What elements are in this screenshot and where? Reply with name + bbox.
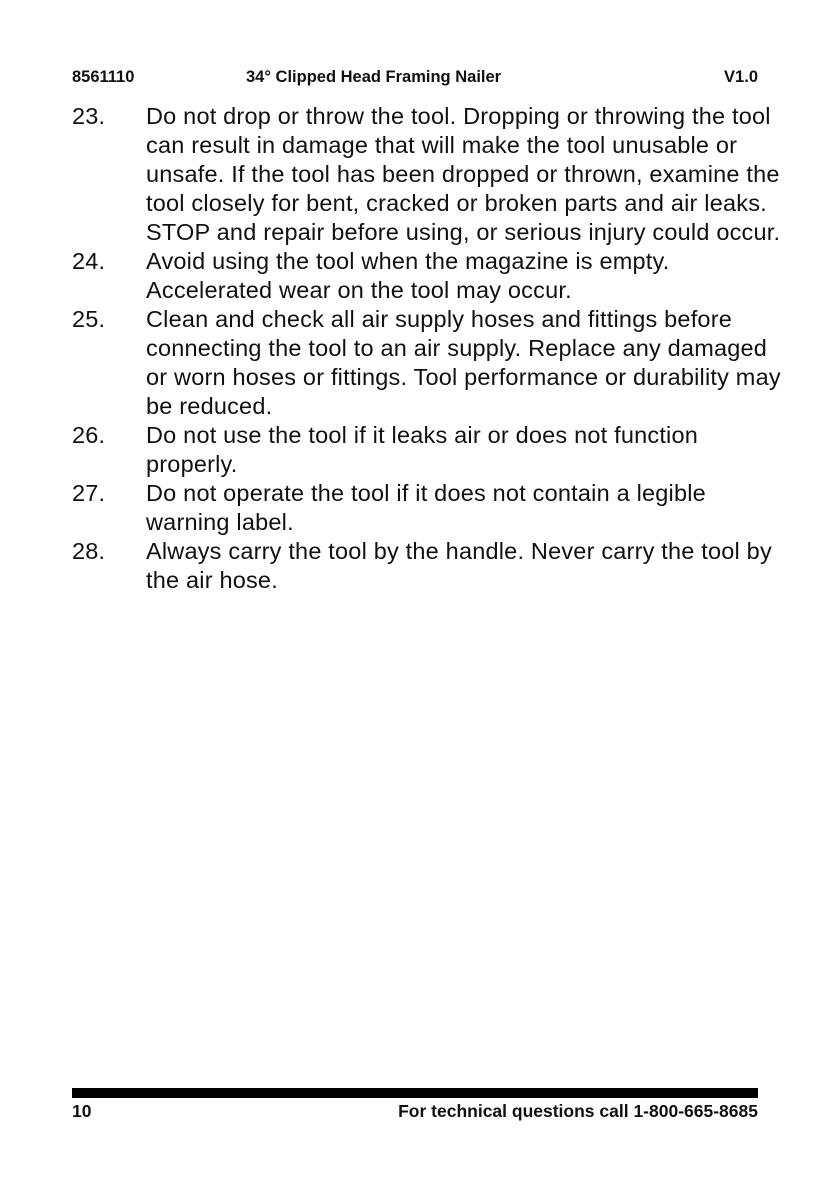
item-number: 27. <box>72 480 106 506</box>
support-phone-text: For technical questions call 1-800-665-8685 <box>398 1101 758 1121</box>
list-item <box>72 305 782 421</box>
list-item <box>72 479 782 537</box>
item-text: Do not operate the tool if it does not contain a legible warning label. <box>146 480 706 535</box>
item-text: Avoid using the tool when the magazine is empty. Accelerated wear on the tool may occur. <box>146 248 670 303</box>
item-number: 23. <box>72 103 106 129</box>
safety-instructions-list <box>72 102 782 595</box>
item-text: Clean and check all air supply hoses and fittings before connecting the tool to an air supply. Replace any damaged or worn hoses or fittings. Tool performance or durability may be reduced. <box>146 306 781 419</box>
version-label: V1.0 <box>724 68 758 86</box>
list-item <box>72 537 782 595</box>
document-title: 34° Clipped Head Framing Nailer <box>246 68 502 86</box>
item-number: 28. <box>72 538 106 564</box>
list-item <box>72 247 782 305</box>
item-text: Do not use the tool if it leaks air or does not function properly. <box>146 422 699 477</box>
item-number: 26. <box>72 422 106 448</box>
footer-divider <box>72 1088 758 1098</box>
page-footer <box>72 1101 758 1125</box>
model-number: 8561110 <box>72 68 135 86</box>
list-item <box>72 102 782 247</box>
item-number: 24. <box>72 248 106 274</box>
item-number: 25. <box>72 306 106 332</box>
item-text: Do not drop or throw the tool. Dropping or throwing the tool can result in damage that will make the tool unusable or unsafe. If the tool has been dropped or thrown, examine the tool closely for bent, cracked or broken parts and air leaks. STOP and repair before using, or serious injury could occur. <box>146 103 781 245</box>
item-text: Always carry the tool by the handle. Never carry the tool by the air hose. <box>146 538 772 593</box>
page-header <box>72 68 758 92</box>
list-item <box>72 421 782 479</box>
page-number: 10 <box>72 1101 92 1121</box>
